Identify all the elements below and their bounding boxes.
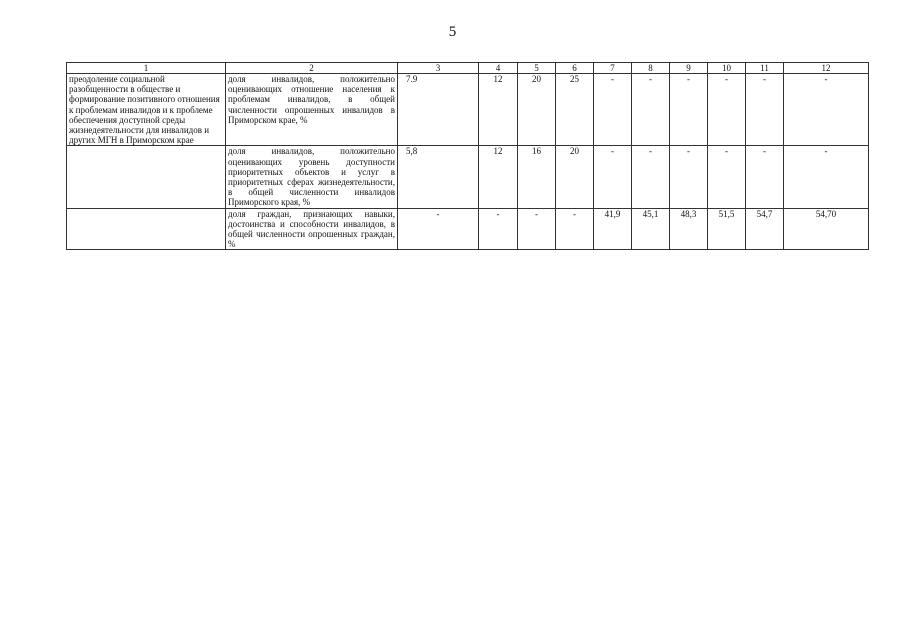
value-cell: - bbox=[670, 146, 708, 208]
goal-cell bbox=[67, 208, 226, 250]
value-cell: - bbox=[556, 208, 594, 250]
header-cell: 7 bbox=[594, 63, 632, 74]
header-cell: 3 bbox=[398, 63, 479, 74]
table-row bbox=[67, 74, 869, 146]
value-cell: 5,8 bbox=[398, 146, 479, 208]
value-cell: - bbox=[518, 208, 556, 250]
value-cell: 25 bbox=[556, 74, 594, 146]
header-cell: 6 bbox=[556, 63, 594, 74]
value-cell: 20 bbox=[518, 74, 556, 146]
value-cell: - bbox=[594, 74, 632, 146]
value-cell: 7.9 bbox=[398, 74, 479, 146]
value-cell: - bbox=[746, 74, 784, 146]
value-cell: 20 bbox=[556, 146, 594, 208]
header-cell: 12 bbox=[784, 63, 869, 74]
value-cell: - bbox=[594, 146, 632, 208]
header-cell: 11 bbox=[746, 63, 784, 74]
value-cell: - bbox=[398, 208, 479, 250]
table-row bbox=[67, 208, 869, 250]
value-cell: - bbox=[746, 146, 784, 208]
value-cell: - bbox=[708, 74, 746, 146]
header-cell: 8 bbox=[632, 63, 670, 74]
indicators-table bbox=[66, 62, 869, 250]
header-cell: 9 bbox=[670, 63, 708, 74]
value-cell: 16 bbox=[518, 146, 556, 208]
goal-cell bbox=[67, 146, 226, 208]
value-cell: 54,70 bbox=[784, 208, 869, 250]
value-cell: - bbox=[784, 74, 869, 146]
value-cell: - bbox=[632, 74, 670, 146]
header-cell: 10 bbox=[708, 63, 746, 74]
header-cell: 1 bbox=[67, 63, 226, 74]
value-cell: 12 bbox=[479, 146, 518, 208]
page-number: 5 bbox=[448, 24, 457, 40]
value-cell: 54,7 bbox=[746, 208, 784, 250]
value-cell: 45,1 bbox=[632, 208, 670, 250]
value-cell: - bbox=[670, 74, 708, 146]
header-cell: 2 bbox=[226, 63, 398, 74]
goal-cell: преодоление социальной разобщенности в обществе и формирование позитивного отношения к проблемам инвалидов и к проблеме обеспечения доступной среды жизнедеятельности для инвалидов и других МГН в Приморском крае bbox=[67, 74, 226, 146]
value-cell: - bbox=[784, 146, 869, 208]
header-cell: 4 bbox=[479, 63, 518, 74]
value-cell: - bbox=[708, 146, 746, 208]
indicator-cell: доля инвалидов, положительно оценивающих отношение населения к проблемам инвалидов, в общей численности опрошенных инвалидов в Приморском крае, % bbox=[226, 74, 398, 146]
value-cell: - bbox=[632, 146, 670, 208]
value-cell: 51,5 bbox=[708, 208, 746, 250]
table-row bbox=[67, 146, 869, 208]
value-cell: 41,9 bbox=[594, 208, 632, 250]
value-cell: - bbox=[479, 208, 518, 250]
value-cell: 48,3 bbox=[670, 208, 708, 250]
header-cell: 5 bbox=[518, 63, 556, 74]
indicator-cell: доля граждан, признающих навыки, достоинства и способности инвалидов, в общей численности опрошенных граждан, % bbox=[226, 208, 398, 250]
value-cell: 12 bbox=[479, 74, 518, 146]
header-row bbox=[67, 63, 869, 74]
indicator-cell: доля инвалидов, положительно оценивающих уровень доступности приоритетных объектов и услуг в приоритетных сферах жизнедеятельности, в общей численности инвалидов Приморского края, % bbox=[226, 146, 398, 208]
